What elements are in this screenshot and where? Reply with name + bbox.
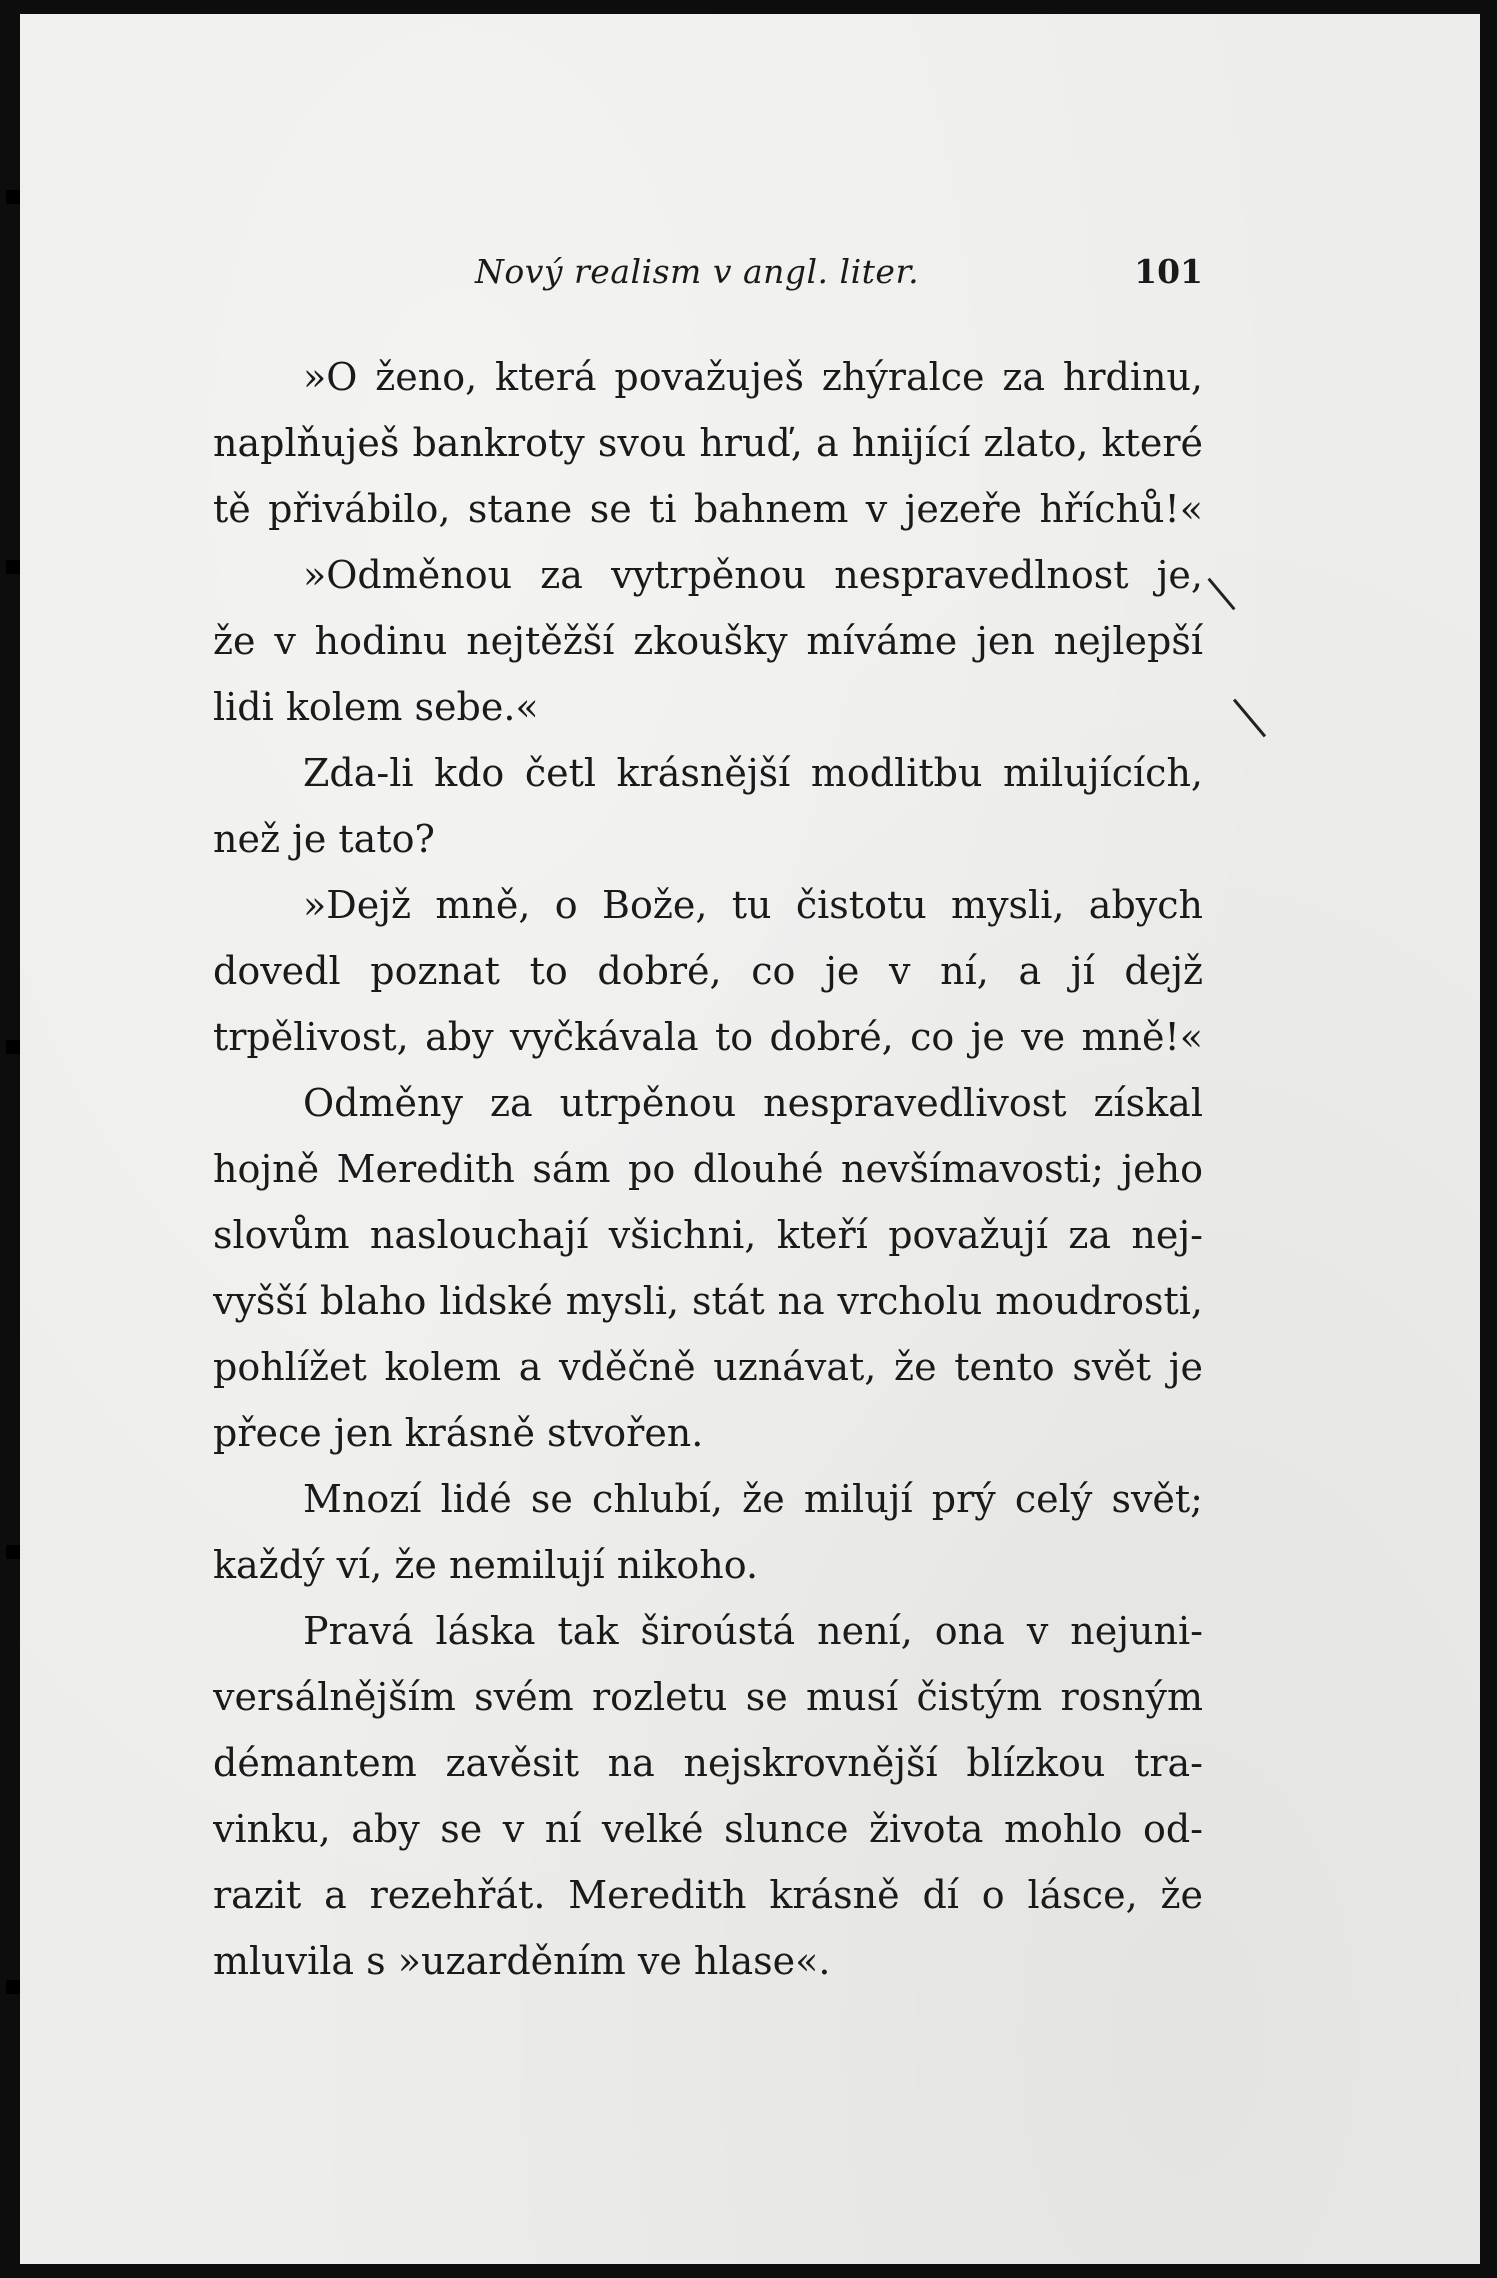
text-line: démantem zavěsit na nejskrovnější blízkou tra- — [213, 1741, 1203, 1785]
text-line: každý ví, že nemilují nikoho. — [213, 1543, 759, 1587]
text-line: že v hodinu nejtěžší zkoušky míváme jen nejlepší — [213, 619, 1203, 663]
text-line: tě přivábilo, stane se ti bahnem v jezeře hříchů!« — [213, 487, 1203, 531]
edge-mark — [6, 560, 20, 574]
text-line: hojně Meredith sám po dlouhé nevšímavosti; jeho — [213, 1147, 1203, 1191]
text-line: vinku, aby se v ní velké slunce života mohlo od- — [213, 1807, 1203, 1851]
running-header — [213, 252, 1203, 302]
page-number: 101 — [1134, 252, 1203, 291]
ink-mark — [1233, 699, 1266, 738]
text-line: »Odměnou za vytrpěnou nespravedlnost je, — [303, 553, 1203, 597]
text-line: naplňuješ bankroty svou hruď, a hnijící zlato, které — [213, 421, 1203, 465]
text-line: »Dejž mně, o Bože, tu čistotu mysli, abych — [303, 883, 1203, 927]
text-line: pohlížet kolem a vděčně uznávat, že tento svět je — [213, 1345, 1203, 1389]
text-line: Mnozí lidé se chlubí, že milují prý celý svět; — [303, 1477, 1203, 1521]
edge-mark — [6, 1040, 20, 1054]
binding-edge — [0, 0, 20, 2278]
text-line: přece jen krásně stvořen. — [213, 1411, 704, 1455]
text-line: dovedl poznat to dobré, co je v ní, a jí dejž — [213, 949, 1203, 993]
text-line: Zda-li kdo četl krásnější modlitbu milujících, — [303, 751, 1203, 795]
text-line: než je tato? — [213, 817, 435, 861]
text-line: razit a rezehřát. Meredith krásně dí o lásce, že — [213, 1873, 1203, 1917]
text-line: lidi kolem sebe.« — [213, 685, 539, 729]
text-line: Pravá láska tak široústá není, ona v nejuni- — [303, 1609, 1203, 1653]
text-line: vyšší blaho lidské mysli, stát na vrcholu moudrosti, — [213, 1279, 1203, 1323]
running-title: Nový realism v angl. liter. — [475, 252, 920, 291]
edge-mark — [6, 1545, 20, 1559]
edge-mark — [6, 1980, 20, 1994]
ink-mark — [1207, 578, 1235, 611]
text-line: »O ženo, která považuješ zhýralce za hrdinu, — [303, 355, 1203, 399]
text-line: slovům naslouchají všichni, kteří považují za nej- — [213, 1213, 1203, 1257]
text-line: versálnějším svém rozletu se musí čistým rosným — [213, 1675, 1203, 1719]
text-line: trpělivost, aby vyčkávala to dobré, co je ve mně!« — [213, 1015, 1203, 1059]
text-line: Odměny za utrpěnou nespravedlivost získal — [303, 1081, 1203, 1125]
edge-mark — [6, 190, 20, 204]
text-line: mluvila s »uzarděním ve hlase«. — [213, 1939, 831, 1983]
